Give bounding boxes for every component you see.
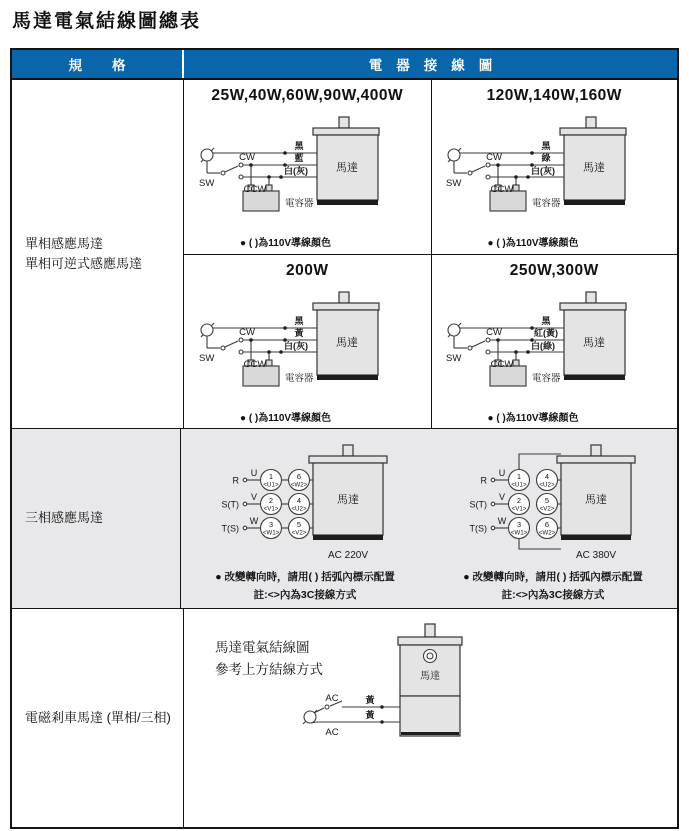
voltage-label: AC 220V xyxy=(327,550,369,561)
three-phase-note-1: ● 改變轉向時，請用( ) 括弧內標示配置 xyxy=(463,571,643,583)
voltage-label: AC 380V xyxy=(575,550,617,561)
diagram-cell-25w xyxy=(184,80,431,254)
motor-label: 馬達 xyxy=(585,494,607,506)
motor-symbol xyxy=(313,292,379,380)
svg-text:<V2>: <V2> xyxy=(539,505,555,513)
power-source-icon xyxy=(201,149,213,161)
svg-text:1: 1 xyxy=(516,472,522,481)
phase-label: S(T) xyxy=(221,499,239,510)
three-phase-220v-block xyxy=(181,429,429,608)
svg-text:<U2>: <U2> xyxy=(539,481,555,489)
svg-text:2: 2 xyxy=(268,496,274,505)
cw-contact xyxy=(486,163,490,167)
single-phase-wiring-diagram xyxy=(187,280,427,408)
spec-line: 單相可逆式感應馬達 xyxy=(25,256,143,271)
power-source-icon xyxy=(448,324,460,336)
motor-label: 馬達 xyxy=(336,162,359,174)
three-phase-note-2: 註:<>內為3C接線方式 xyxy=(501,589,605,601)
motor-symbol xyxy=(560,117,626,205)
three-phase-wiring-diagram-220v xyxy=(181,442,429,564)
svg-text:3: 3 xyxy=(516,520,522,529)
three-phase-diagrams xyxy=(181,429,677,608)
svg-text:6: 6 xyxy=(296,472,302,481)
motor-symbol xyxy=(557,445,635,540)
svg-text:<U1>: <U1> xyxy=(263,481,279,489)
power-source-icon xyxy=(201,324,213,336)
switch-contact xyxy=(325,705,329,709)
brake-motor-cell xyxy=(184,609,677,827)
wire-label-3: 白(綠) xyxy=(531,341,556,351)
diagram-note: ● ( )為110V導線顏色 xyxy=(240,238,332,249)
cw-contact xyxy=(239,338,243,342)
diagram-title: 25W,40W,60W,90W,400W xyxy=(211,87,404,104)
wiring-lines xyxy=(303,701,400,724)
motor-label: 馬達 xyxy=(420,671,440,682)
switch-pivot-contact xyxy=(468,346,472,350)
header-spec: 規格 xyxy=(12,50,184,78)
three-phase-note-2: 註:<>內為3C接線方式 xyxy=(253,589,357,601)
svg-text:<U2>: <U2> xyxy=(291,505,307,513)
ccw-contact xyxy=(486,175,490,179)
header-diagram: 電器接線圖 xyxy=(368,58,507,73)
capacitor-label: 電容器 xyxy=(532,198,561,209)
svg-text:3: 3 xyxy=(268,520,274,529)
winding-label: U xyxy=(250,468,258,478)
svg-text:2: 2 xyxy=(516,496,522,505)
wire-label-3: 白(灰) xyxy=(284,341,309,351)
ccw-label: CCW xyxy=(490,184,514,195)
motor-label: 馬達 xyxy=(336,337,359,349)
page-title: 馬達電氣結線圖總表 xyxy=(12,11,202,32)
motor-symbol xyxy=(398,624,462,736)
cw-label: CW xyxy=(486,152,503,163)
cw-label: CW xyxy=(239,327,256,338)
sw-label: SW xyxy=(446,353,462,364)
spec-line: 電磁剎車馬達 (單相/三相) xyxy=(25,709,171,725)
wiring-summary-table xyxy=(10,48,679,829)
single-phase-wiring-diagram xyxy=(187,105,427,233)
ccw-contact xyxy=(239,175,243,179)
diagram-title: 250W,300W xyxy=(509,262,599,279)
svg-text:4: 4 xyxy=(296,496,302,505)
single-phase-diagram-grid xyxy=(184,80,677,428)
spec-cell-single-phase xyxy=(12,80,184,428)
power-source-icon xyxy=(448,149,460,161)
diagram-title: 120W,140W,160W xyxy=(486,87,622,104)
phase-label: T(S) xyxy=(469,523,487,534)
svg-text:<V1>: <V1> xyxy=(511,505,527,513)
wire-label-top: 黃 xyxy=(365,695,375,705)
winding-label: V xyxy=(498,492,506,502)
diagram-note: ● ( )為110V導線顏色 xyxy=(487,413,579,424)
wire-label-3: 白(灰) xyxy=(284,166,309,176)
motor-label: 馬達 xyxy=(583,337,606,349)
three-phase-note-1: ● 改變轉向時，請用( ) 括弧內標示配置 xyxy=(215,571,395,583)
winding-label: W xyxy=(497,516,507,526)
phase-label: S(T) xyxy=(469,499,487,510)
svg-text:<W1>: <W1> xyxy=(510,529,528,537)
ccw-contact xyxy=(239,350,243,354)
diagram-title: 200W xyxy=(286,262,329,279)
spec-cell-brake-motor xyxy=(12,609,184,827)
wire-label-bottom: 黃 xyxy=(365,710,375,720)
sw-label: SW xyxy=(446,178,462,189)
cw-contact xyxy=(239,163,243,167)
svg-text:1: 1 xyxy=(268,472,274,481)
diagram-cell-120w xyxy=(431,80,678,254)
diagram-cell-200w xyxy=(184,254,431,428)
wire-label-1: 黑 xyxy=(541,316,551,326)
brake-unit xyxy=(400,696,460,736)
brake-motor-wiring-diagram xyxy=(280,609,580,784)
wire-label-2: 藍 xyxy=(294,153,304,163)
ccw-label: CCW xyxy=(243,359,267,370)
svg-text:5: 5 xyxy=(296,520,302,529)
cw-contact xyxy=(486,338,490,342)
row-three-phase xyxy=(12,428,677,608)
spec-cell-three-phase xyxy=(12,429,181,608)
wire-label-1: 黑 xyxy=(294,141,304,151)
wire-label-1: 黑 xyxy=(541,141,551,151)
capacitor-label: 電容器 xyxy=(285,373,314,384)
sw-label: SW xyxy=(199,178,215,189)
spec-line: 單相感應馬達 xyxy=(25,235,104,251)
motor-label: 馬達 xyxy=(337,494,359,506)
spec-line: 三相感應馬達 xyxy=(25,510,104,526)
svg-text:5: 5 xyxy=(544,496,550,505)
wire-label-2: 黃 xyxy=(294,328,304,338)
svg-text:4: 4 xyxy=(544,472,550,481)
phase-label: R xyxy=(232,475,239,486)
switch-pivot-contact xyxy=(221,346,225,350)
table-header xyxy=(12,50,677,80)
power-source-icon xyxy=(304,711,316,723)
brake-text-line: 參考上方結線方式 xyxy=(215,661,323,677)
motor-symbol xyxy=(309,445,387,540)
capacitor-label: 電容器 xyxy=(285,198,314,209)
motor-label: 馬達 xyxy=(583,162,606,174)
cw-label: CW xyxy=(239,152,256,163)
cw-label: CW xyxy=(486,327,503,338)
motor-symbol xyxy=(560,292,626,380)
svg-text:<W2>: <W2> xyxy=(538,529,556,537)
diagram-note: ● ( )為110V導線顏色 xyxy=(487,238,579,249)
phase-label: R xyxy=(480,475,487,486)
row-single-phase xyxy=(12,80,677,428)
brake-text-line: 馬達電氣結線圖 xyxy=(215,640,310,655)
wire-label-3: 白(灰) xyxy=(531,166,556,176)
switch-pivot-contact xyxy=(221,171,225,175)
winding-label: U xyxy=(498,468,506,478)
motor-symbol xyxy=(313,117,379,205)
single-phase-wiring-diagram xyxy=(434,105,674,233)
wire-label-2: 紅(黃) xyxy=(534,328,559,338)
row-brake-motor xyxy=(12,608,677,827)
wire-label-1: 黑 xyxy=(294,316,304,326)
capacitor-label: 電容器 xyxy=(532,373,561,384)
switch-pivot-contact xyxy=(468,171,472,175)
svg-text:<V2>: <V2> xyxy=(291,529,307,537)
phase-label: T(S) xyxy=(221,523,239,534)
svg-text:<U1>: <U1> xyxy=(511,481,527,489)
svg-text:<W2>: <W2> xyxy=(290,481,308,489)
wire-label-2: 綠 xyxy=(541,153,551,163)
svg-text:6: 6 xyxy=(544,520,550,529)
svg-text:<V1>: <V1> xyxy=(263,505,279,513)
single-phase-wiring-diagram xyxy=(434,280,674,408)
diagram-cell-250w xyxy=(431,254,678,428)
diagram-note: ● ( )為110V導線顏色 xyxy=(240,413,332,424)
winding-label: V xyxy=(250,492,258,502)
ccw-label: CCW xyxy=(243,184,267,195)
sw-label: SW xyxy=(199,353,215,364)
three-phase-wiring-diagram-380v xyxy=(429,442,677,564)
three-phase-380v-block xyxy=(429,429,677,608)
ccw-contact xyxy=(486,350,490,354)
ccw-label: CCW xyxy=(490,359,514,370)
svg-text:<W1>: <W1> xyxy=(262,529,280,537)
ac-label-bottom: AC xyxy=(325,727,339,738)
terminal-numbers xyxy=(511,472,556,537)
winding-label: W xyxy=(249,516,259,526)
ac-label-top: AC xyxy=(325,693,339,704)
